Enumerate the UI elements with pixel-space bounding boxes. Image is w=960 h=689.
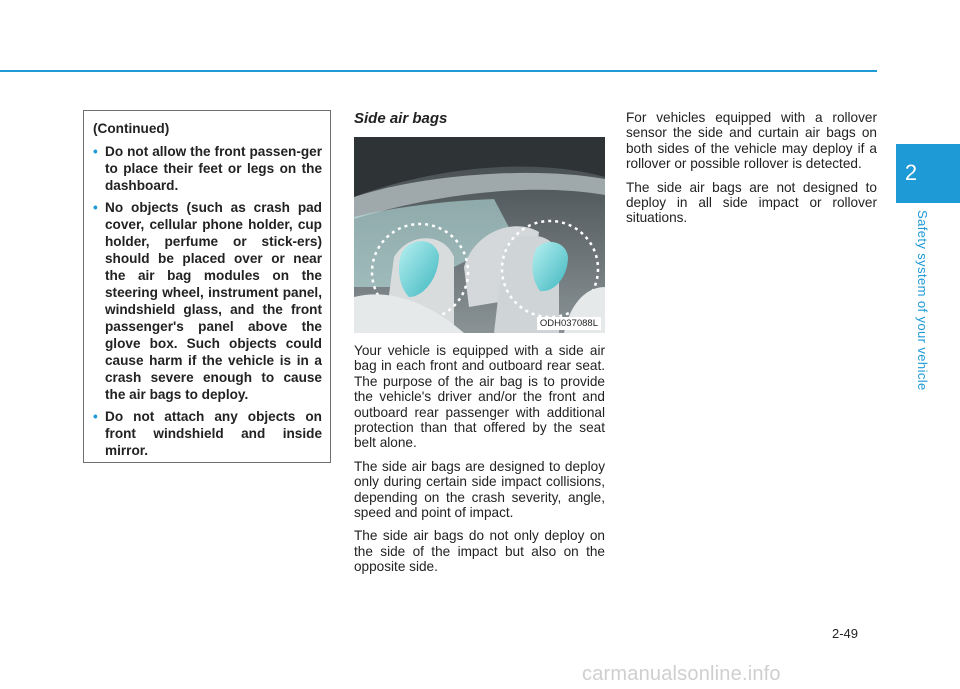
- warning-list: [93, 143, 322, 459]
- page-number: 2-49: [832, 626, 859, 641]
- bullet-icon: •: [93, 200, 98, 215]
- warning-item: • No objects (such as crash pad cover, cellular phone holder, cup holder, perfume or stick-ers) should be placed over or near the air bag modules on the steering wheel, instrument panel, windshield glass, and the front passenger's panel above the glove box. Such objects could cause harm if the vehicle is in a crash severe enough to cause the air bags to deploy.: [93, 200, 322, 402]
- warning-box: [83, 110, 331, 463]
- bullet-icon: •: [93, 409, 98, 424]
- watermark: carmanualsonline.info: [582, 663, 781, 685]
- paragraph: For vehicles equipped with a rollover sensor the side and curtain air bags on both sides of the vehicle may deploy if a rollover or possible rollover is detected.: [626, 110, 877, 172]
- paragraph: The side air bags are designed to deploy only during certain side impact collisions, depending on the crash severity, angle, speed and point of impact.: [354, 458, 605, 521]
- paragraph: The side air bags do not only deploy on the side of the impact but also on the opposite side.: [354, 528, 605, 575]
- side-airbag-illustration: [354, 137, 605, 333]
- paragraph: Your vehicle is equipped with a side air bag in each front and outboard rear seat. The purpose of the air bag is to provide the vehicle's driver and/or the front and outboard rear passenger with additional protection than that offered by the seat belt alone.: [354, 343, 605, 451]
- chapter-title: Safety system of your vehicle: [915, 210, 930, 391]
- figure-code: ODH037088L: [537, 317, 601, 330]
- header-rule: [0, 70, 877, 72]
- rollover-column: [626, 110, 877, 234]
- car-interior-airbag-icon: [354, 137, 605, 333]
- paragraph: The side air bags are not designed to deploy in all side impact or rollover situations.: [626, 179, 877, 226]
- warning-item: • Do not attach any objects on front windshield and inside mirror.: [93, 409, 322, 458]
- section-heading: Side air bags: [354, 110, 448, 127]
- side-air-bags-column: [354, 110, 605, 583]
- bullet-icon: •: [93, 144, 98, 159]
- warning-continued: (Continued): [93, 121, 170, 136]
- warning-item: • Do not allow the front passen-ger to place their feet or legs on the dashboard.: [93, 144, 322, 193]
- chapter-number: 2: [904, 160, 918, 185]
